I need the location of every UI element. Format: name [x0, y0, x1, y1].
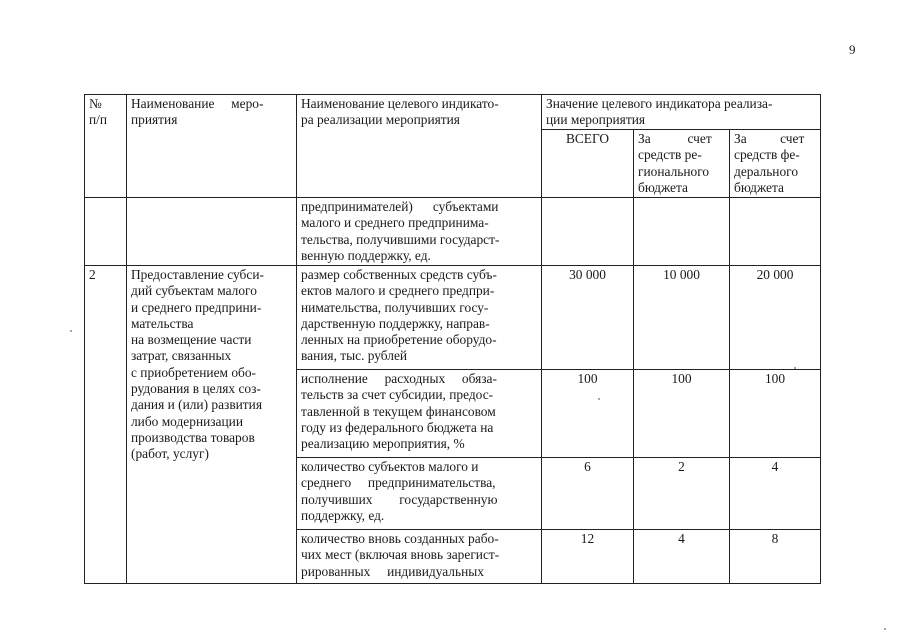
activity-name-line: затрат, связанных	[131, 348, 232, 364]
row-number-value: 2	[89, 267, 96, 282]
value-regional: 4	[634, 530, 730, 584]
header-regional-line: гионального	[638, 163, 710, 179]
indicator-line: дарственную поддержку, направ-	[301, 315, 490, 331]
value-federal: 100	[730, 370, 821, 458]
activity-name-line: на возмещение части	[131, 332, 252, 348]
activity-name-line: (работ, услуг)	[131, 446, 209, 462]
indicator-line: количество вновь созданных рабо-	[301, 531, 499, 546]
cell-empty	[127, 198, 297, 266]
header-indicator-name	[297, 95, 542, 198]
header-row-1	[85, 95, 821, 130]
header-federal-line: бюджета	[734, 179, 784, 195]
activity-name-line: производства товаров	[131, 429, 255, 445]
activity-name-line: Предоставление субси-	[131, 267, 264, 282]
activity-name-line: дания и (или) развития	[131, 397, 262, 413]
header-activity-name-line: Наименование меро-	[131, 96, 264, 111]
activity-name-line: либо модернизации	[131, 413, 244, 429]
indicator-line: тавленной в текущем финансовом	[301, 403, 496, 419]
indicator-line: тельства, получившими государст-	[301, 231, 500, 247]
continuation-row	[85, 198, 821, 266]
header-indicator-name-line: Наименование целевого индикато-	[301, 96, 499, 111]
cell-empty	[542, 198, 634, 266]
indicator-name	[297, 458, 542, 530]
header-indicator-value-line: ции мероприятия	[546, 112, 646, 128]
indicator-name	[297, 530, 542, 584]
activity-name-line: рудования в целях соз-	[131, 381, 261, 397]
cell-empty	[85, 198, 127, 266]
header-federal-line: За счет	[734, 131, 805, 146]
indicator-line: году из федерального бюджета на	[301, 419, 494, 435]
indicator-line: тельств за счет субсидии, предос-	[301, 387, 494, 403]
header-federal-line: средств фе-	[734, 147, 800, 163]
value-total: 12	[542, 530, 634, 584]
indicator-line: количество субъектов малого и	[301, 459, 479, 474]
header-activity-name	[127, 95, 297, 198]
header-regional-line: бюджета	[638, 179, 688, 195]
indicator-line: ленных на приобретение оборудо-	[301, 332, 497, 348]
header-total-label: ВСЕГО	[565, 131, 610, 146]
value-total: 6	[542, 458, 634, 530]
indicator-line: чих мест (включая вновь зарегист-	[301, 547, 500, 563]
indicator-line: поддержку, ед.	[301, 507, 385, 523]
indicator-line: предпринимателей) субъектами	[301, 199, 499, 214]
indicator-name	[297, 370, 542, 458]
header-regional-line: За счет	[638, 131, 712, 146]
value-federal: 4	[730, 458, 821, 530]
page-number: 9	[849, 42, 856, 57]
indicator-line: венную поддержку, ед.	[301, 247, 431, 263]
cell-empty	[730, 198, 821, 266]
header-indicator-name-line: ра реализации мероприятия	[301, 112, 460, 128]
activity-name-line: дий субъектам малого	[131, 283, 257, 299]
scan-speck	[794, 367, 796, 369]
indicator-line: малого и среднего предпринима-	[301, 215, 489, 231]
indicator-line: ектов малого и среднего предпри-	[301, 283, 495, 299]
header-total	[542, 130, 634, 198]
row-number	[85, 266, 127, 584]
cell-empty	[634, 198, 730, 266]
indicator-line: рированных индивидуальных	[301, 563, 484, 579]
value-total: 30 000	[542, 266, 634, 370]
header-activity-name-line: приятия	[131, 112, 178, 128]
indicator-line: размер собственных средств субъ-	[301, 267, 497, 282]
indicator-line: вания, тыс. рублей	[301, 348, 408, 364]
value-federal: 20 000	[730, 266, 821, 370]
activity-name-line: и среднего предприни-	[131, 299, 262, 315]
header-num	[85, 95, 127, 198]
scan-speck	[884, 628, 886, 630]
value-regional: 10 000	[634, 266, 730, 370]
header-regional	[634, 130, 730, 198]
header-num-line: №	[89, 96, 102, 111]
indicator-line: исполнение расходных обяза-	[301, 371, 497, 386]
value-federal: 8	[730, 530, 821, 584]
indicator-line: среднего предпринимательства,	[301, 475, 496, 491]
indicator-line: получивших государственную	[301, 491, 498, 507]
indicator-line: реализацию мероприятия, %	[301, 436, 465, 452]
activity-name	[127, 266, 297, 584]
header-indicator-value	[542, 95, 821, 130]
header-federal-line: дерального	[734, 163, 799, 179]
indicators-table	[84, 94, 821, 584]
continuation-indicator	[297, 198, 542, 266]
activity-name-line: с приобретением обо-	[131, 364, 257, 380]
activity-name-line: мательства	[131, 315, 194, 331]
header-indicator-value-line: Значение целевого индикатора реализа-	[546, 96, 773, 111]
scan-speck	[70, 330, 72, 332]
table-row	[85, 266, 821, 370]
indicator-line: нимательства, получивших госу-	[301, 299, 489, 315]
scan-speck	[598, 398, 600, 400]
header-regional-line: средств ре-	[638, 147, 702, 163]
header-num-line: п/п	[89, 112, 108, 128]
value-regional: 2	[634, 458, 730, 530]
value-total: 100	[542, 370, 634, 458]
header-federal	[730, 130, 821, 198]
indicator-name	[297, 266, 542, 370]
value-regional: 100	[634, 370, 730, 458]
